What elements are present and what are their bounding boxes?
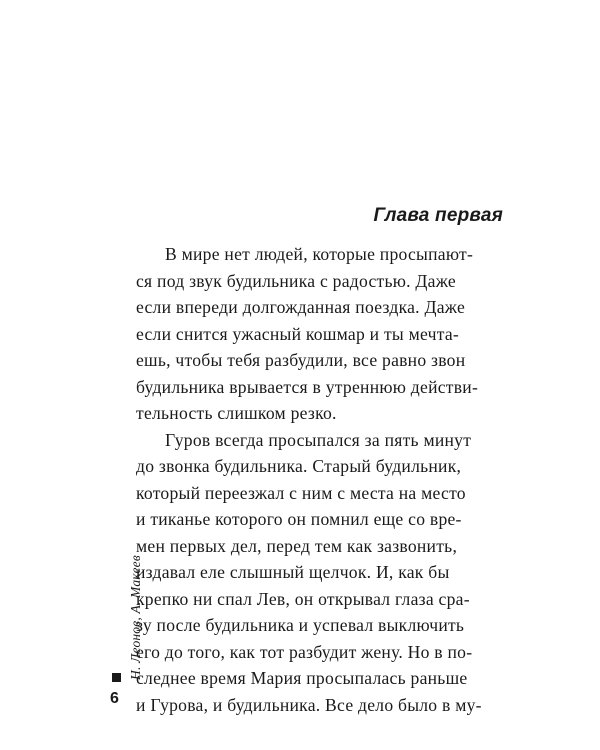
paragraph-2 (136, 427, 504, 719)
page-number: 6 (110, 690, 119, 707)
body-text (136, 241, 504, 718)
running-header-authors: Н. Леонов, А. Макеев (128, 555, 143, 680)
text-line: до звонка будильника. Старый будильник, (136, 456, 462, 476)
text-line: издавал еле слышный щелчок. И, как бы (136, 562, 450, 582)
text-line: если снится ужасный кошмар и ты мечта- (136, 323, 460, 344)
text-line: ся под звук будильника с радостью. Даже (136, 270, 456, 291)
text-line: будильника врывается в утреннюю действи- (136, 376, 479, 397)
text-line: зу после будильника и успевал выключить (136, 615, 465, 635)
text-line: который переезжал с ним с места на место (136, 482, 466, 503)
chapter-title: Глава первая (373, 205, 503, 226)
text-line: если впереди долгожданная поездка. Даже (136, 297, 466, 317)
text-line: и Гурова, и будильника. Все дело было в му- (136, 694, 482, 715)
paragraph-1 (136, 241, 504, 427)
text-line: и тиканье которого он помнил еще со вре- (136, 509, 462, 529)
text-line: тельность слишком резко. (136, 403, 337, 423)
text-line: Гуров всегда просыпался за пять минут (165, 429, 472, 450)
text-line: ешь, чтобы тебя разбудили, все равно звон (136, 350, 466, 370)
page-marker-square (112, 673, 121, 682)
text-line: его до того, как тот разбудит жену. Но в по- (136, 641, 473, 662)
text-line: мен первых дел, перед тем как зазвонить, (136, 535, 458, 556)
text-line: следнее время Мария просыпалась раньше (136, 668, 468, 688)
text-line: крепко ни спал Лев, он открывал глаза сра- (136, 588, 470, 609)
text-line: В мире нет людей, которые просыпают- (165, 244, 474, 264)
